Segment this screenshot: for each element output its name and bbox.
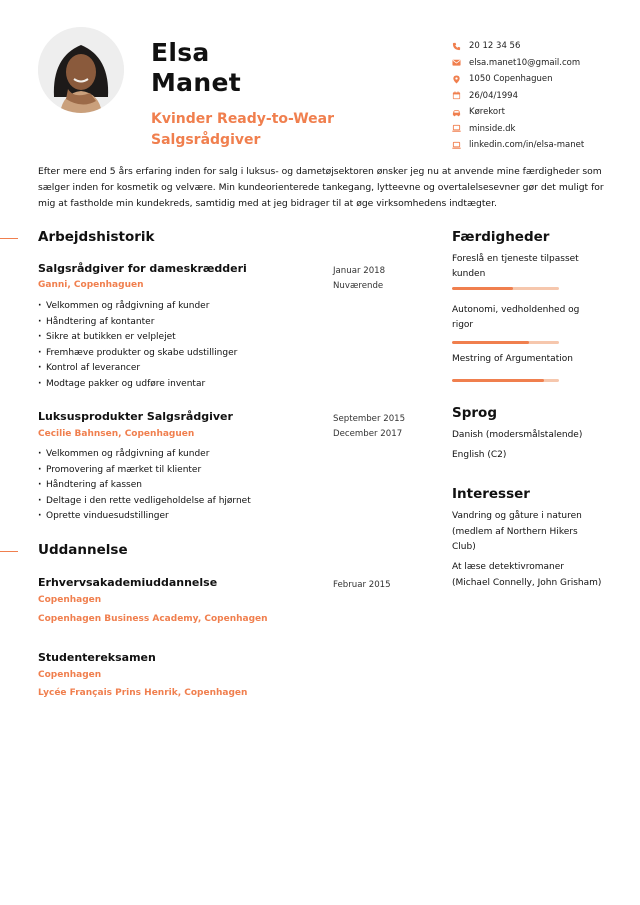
job-1-dates: [333, 264, 385, 294]
job-2-start-date: September 2015: [333, 414, 406, 424]
contact-text: elsa.manet10@gmail.com: [469, 57, 581, 68]
skill-level-fill: [452, 379, 544, 382]
skill-item: [452, 303, 602, 333]
contact-birthdate: [452, 88, 622, 105]
job-2-end-date: December 2017: [333, 429, 403, 439]
person-portrait-icon: [38, 27, 124, 113]
list-item: · Velkommen og rådgivning af kunder: [38, 299, 237, 315]
laptop-icon: [452, 124, 469, 133]
section-accent-line: [0, 238, 18, 239]
interests-heading: Interesser: [452, 486, 530, 502]
job-1-duties: [38, 299, 237, 392]
contact-address: [452, 71, 622, 88]
skill-item: [452, 252, 602, 282]
education-2-title: Studentereksamen: [38, 651, 156, 664]
skill-label: Foreslå en tjeneste tilpasset kunden: [452, 254, 579, 279]
job-2-company: Cecilie Bahnsen, Copenhaguen: [38, 429, 195, 439]
skill-label: Autonomi, vedholdenhed og rigor: [452, 305, 580, 330]
list-item: · Deltage i den rette vedligeholdelse af hjørnet: [38, 494, 251, 510]
profile-photo: [38, 27, 124, 113]
education-2-city: Copenhagen: [38, 670, 102, 680]
contact-list: [452, 38, 622, 154]
mail-icon: [452, 58, 469, 67]
title-line-1: Kvinder Ready-to-Wear: [151, 111, 334, 127]
education-1-date: Februar 2015: [333, 580, 391, 590]
job-title: [151, 109, 334, 151]
list-item: · Håndtering af kontanter: [38, 315, 237, 331]
skill-level-fill: [452, 287, 513, 290]
candidate-name: [151, 38, 241, 98]
job-1-company: Ganni, Copenhaguen: [38, 280, 144, 290]
skills-heading: Færdigheder: [452, 229, 550, 245]
contact-text: minside.dk: [469, 123, 516, 134]
education-2-school: Lycée Français Prins Henrik, Copenhagen: [38, 688, 248, 698]
list-item: · Håndtering af kassen: [38, 478, 251, 494]
education-1-school: Copenhagen Business Academy, Copenhagen: [38, 614, 268, 624]
interest-item: At læse detektivromaner (Michael Connelly, John Grisham): [452, 562, 602, 588]
skill-level-bar: [452, 341, 559, 344]
title-line-2: Salgsrådgiver: [151, 132, 261, 148]
skill-level-fill: [452, 341, 529, 344]
list-item: · Sikre at butikken er velplejet: [38, 330, 237, 346]
list-item: · Fremhæve produkter og skabe udstillinger: [38, 346, 237, 362]
education-1-title: Erhvervsakademiuddannelse: [38, 576, 218, 589]
first-name: Elsa: [151, 38, 210, 67]
contact-text: Kørekort: [469, 107, 505, 118]
job-2-dates: [333, 412, 405, 442]
contact-text: 20 12 34 56: [469, 41, 521, 52]
phone-icon: [452, 42, 469, 51]
skill-label: Mestring of Argumentation: [452, 354, 573, 364]
contact-text: 1050 Copenhaguen: [469, 74, 553, 85]
skill-level-bar: [452, 379, 559, 382]
job-2-duties: [38, 447, 251, 525]
last-name: Manet: [151, 68, 241, 97]
language-item: English (C2): [452, 450, 507, 460]
list-item: · Promovering af mærket til klienter: [38, 463, 251, 479]
profile-summary: Efter mere end 5 års erfaring inden for salg i luksus- og dametøjsektoren ønsker jeg nu at anvende mine færdigheder som sælger inden for kosmetik og velvære. Min kundeorienterede tankegang, lytteevne og overtalelsesevner gør det muligt for mig at fastholde min kundekreds, samtidig med at jeg bidrager til at øge virksomhedens indtægter.: [38, 166, 604, 209]
contact-text: 26/04/1994: [469, 90, 518, 101]
job-1-end-date: Nuværende: [333, 281, 384, 291]
list-item: · Oprette vinduesudstillinger: [38, 509, 251, 525]
job-1-title: Salgsrådgiver for dameskrædderi: [38, 262, 247, 275]
contact-linkedin[interactable]: [452, 137, 622, 154]
contact-phone: [452, 38, 622, 55]
list-item: · Velkommen og rådgivning af kunder: [38, 447, 251, 463]
contact-text: linkedin.com/in/elsa-manet: [469, 140, 585, 151]
work-history-heading: Arbejdshistorik: [38, 229, 155, 245]
linkedin-icon: [452, 141, 469, 150]
contact-license: [452, 104, 622, 121]
job-2-title: Luksusprodukter Salgsrådgiver: [38, 410, 233, 423]
job-1-start-date: Januar 2018: [333, 266, 386, 276]
car-icon: [452, 108, 469, 117]
contact-email[interactable]: [452, 55, 622, 72]
location-icon: [452, 75, 469, 84]
education-1-city: Copenhagen: [38, 595, 102, 605]
interest-item: Vandring og gåture i naturen (medlem af Northern Hikers Club): [452, 511, 582, 552]
section-accent-line: [0, 551, 18, 552]
list-item: · Kontrol af leverancer: [38, 361, 237, 377]
contact-website[interactable]: [452, 121, 622, 138]
skill-item: [452, 352, 602, 367]
calendar-icon: [452, 91, 469, 100]
skill-level-bar: [452, 287, 559, 290]
languages-heading: Sprog: [452, 405, 497, 421]
list-item: · Modtage pakker og udføre inventar: [38, 377, 237, 393]
language-item: Danish (modersmålstalende): [452, 430, 583, 440]
education-heading: Uddannelse: [38, 542, 128, 558]
